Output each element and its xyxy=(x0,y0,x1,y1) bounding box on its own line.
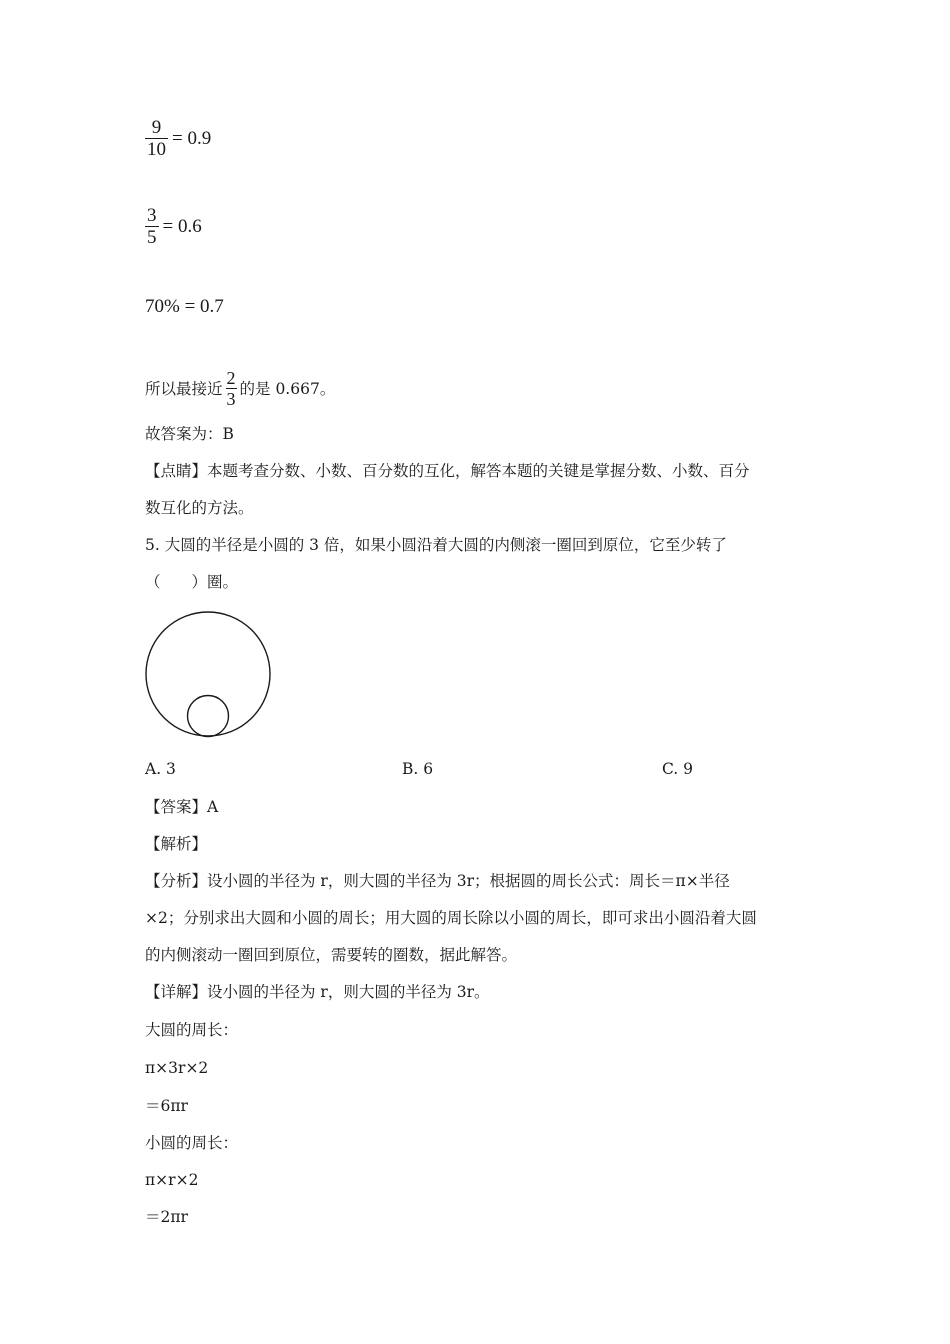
previous-answer: 故答案为：B xyxy=(145,425,234,443)
big-circle-result: ＝6πr xyxy=(145,1097,188,1115)
choice-c: C. 9 xyxy=(662,760,694,778)
small-circle-result: ＝2πr xyxy=(145,1208,188,1226)
equation-result: = 0.9 xyxy=(172,127,212,149)
percent-equation: 70% = 0.7 xyxy=(145,296,224,317)
big-circle-expr: π×3r×2 xyxy=(145,1059,209,1077)
jiexi-label: 【解析】 xyxy=(145,835,208,853)
equation-9-10 xyxy=(145,117,211,160)
small-circle-title: 小圆的周长： xyxy=(145,1134,239,1152)
fenxi-line-1: 【分析】设小圆的半径为 r，则大圆的半径为 3r；根据圆的周长公式：周长＝π×半径 xyxy=(145,872,730,890)
big-circle xyxy=(146,612,270,736)
fraction-denominator: 10 xyxy=(147,139,166,160)
dianjing-line-2: 数互化的方法。 xyxy=(145,499,254,517)
closest-suffix: 的是 0.667。 xyxy=(239,379,336,398)
closest-line xyxy=(145,368,335,409)
dianjing-line-1: 【点睛】本题考查分数、小数、百分数的互化，解答本题的关键是掌握分数、小数、百分 xyxy=(145,462,750,480)
big-circle-title: 大圆的周长： xyxy=(145,1021,239,1039)
fraction-numerator: 9 xyxy=(145,117,168,139)
fenxi-line-3: 的内侧滚动一圈回到原位，需要转的圈数，据此解答。 xyxy=(145,946,518,964)
circles-figure xyxy=(140,610,280,745)
small-circle xyxy=(188,696,229,737)
fraction xyxy=(145,117,168,160)
fraction-denominator: 3 xyxy=(226,389,236,409)
fraction-2-3 xyxy=(226,368,237,409)
fraction-numerator: 2 xyxy=(226,368,236,388)
fraction-numerator: 3 xyxy=(147,205,157,226)
small-circle-expr: π×r×2 xyxy=(145,1171,199,1189)
fraction-denominator: 5 xyxy=(147,227,157,248)
choice-a: A. 3 xyxy=(145,760,176,778)
fenxi-line-2: ×2；分别求出大圆和小圆的周长；用大圆的周长除以小圆的周长，即可求出小圆沿着大圆 xyxy=(145,909,757,927)
xiangjie-line: 【详解】设小圆的半径为 r，则大圆的半径为 3r。 xyxy=(145,983,490,1001)
equation-3-5 xyxy=(145,205,202,248)
question-5-line-2: （ ）圈。 xyxy=(145,573,239,591)
question-5-line-1: 5. 大圆的半径是小圆的 3 倍，如果小圆沿着大圆的内侧滚一圈回到原位，它至少转了 xyxy=(145,536,727,554)
answer-label: 【答案】A xyxy=(145,798,219,816)
choice-b: B. 6 xyxy=(402,760,434,778)
equation-result: = 0.6 xyxy=(162,215,202,237)
fraction xyxy=(145,205,159,248)
closest-prefix: 所以最接近 xyxy=(145,379,223,398)
